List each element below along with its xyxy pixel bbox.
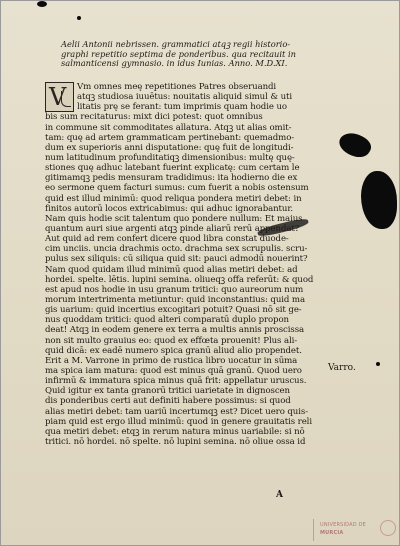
- ink-dot-margin: [376, 362, 380, 366]
- body-text: [45, 82, 316, 447]
- text-line: deat! Atqꝫ in eodem genere ex terra a multis annis proscissa: [45, 325, 305, 336]
- text-line: quid est illud minimū: quod reliqua pondera metiri debet: in: [45, 193, 302, 204]
- text-line: nus quoddam tritici: quod alteri comparatū duplo propon: [45, 315, 289, 326]
- text-line: quid dicā: ex eadē numero spica granū aliud alio propendet.: [45, 345, 302, 356]
- text-line: finitos autorū locos extricabimus: qui adhuc ignorabantur.: [45, 203, 294, 214]
- text-line: morum intertrimenta metiuntur: quid inconstantius: quid ma: [45, 294, 306, 305]
- text-line: alias metiri debet: tam uariū incertumqꝫ est? Dicet uero quis-: [45, 406, 308, 417]
- text-line: Erit a M. Varrone in primo de rustica libro uocatur in sūma: [45, 355, 298, 366]
- text-line: Nam quod quidam illud minimū quod alias metiri debet: ad: [45, 264, 298, 275]
- heading-line: salmanticensi gymnasio. in idus Iunias. Anno. M.D.XI.: [61, 58, 288, 69]
- text-line: hordei. spelte. lētis. lupini semina. oliueqꝫ offa referūt: & quod: [45, 274, 314, 285]
- text-line: piam quid est ergo illud minimū: quod in genere grauitatis reli: [45, 416, 312, 427]
- text-line: stiones quę adhuc latebant fuerint explicatę: cum certam le: [45, 163, 300, 174]
- decorated-initial: [45, 82, 74, 112]
- text-line: Nam quis hodie scit talentum quo pondere nullum: Et maius: [45, 213, 303, 224]
- text-line: in commune sit commoditates allatura. Atqꝫ ut alias omit-: [45, 122, 292, 133]
- seal-icon: [380, 520, 396, 536]
- library-watermark: [313, 519, 397, 541]
- text-line: pulus sex siliquis: cū siliqua quid sit: pauci admodū nouerint?: [45, 254, 308, 265]
- text-line: ma spica iam matura: quod est minus quā granū. Quod uero: [45, 365, 302, 376]
- text-line: dum ex superioris anni disputatione: quę fuit de longitudi-: [45, 142, 294, 153]
- text-line: eo sermone quem facturi sumus: cum fuerit a nobis ostensum: [45, 183, 309, 194]
- heading-line: graphi repetitio septima de ponderibus. qua recitauit in: [61, 48, 296, 59]
- text-line: dis ponderibus certi aut definiti habere possimus: si quod: [45, 396, 291, 407]
- text-line: atqꝫ studiosa iuuētus: nouitatis aliquid simul & uti: [77, 92, 293, 103]
- text-line: cim unciis. uncia drachmis octo. drachma sex scrupulis. scru-: [45, 244, 308, 255]
- watermark-line: UNIVERSIDAD DE: [320, 522, 367, 528]
- text-line: quantum auri siue argenti atqꝫ pinde aliarū rerū appendat?: [45, 223, 300, 234]
- heading-line: Aelii Antonii nebrissen. grammatici atqꝫ regii historio-: [61, 39, 291, 49]
- text-line: gis uarium: quid incertius excogitari potuit? Quasi nō sit ge-: [45, 305, 302, 316]
- signature-mark: A: [276, 490, 283, 500]
- initial-letter: V: [49, 83, 67, 111]
- text-line: gitimamqꝫ pedis mensuram tradidimus: ita hodierno die ex: [45, 173, 298, 184]
- watermark-line: MURCIA: [320, 530, 344, 536]
- ink-blot-edge: [361, 171, 397, 229]
- text-line: Quid igitur ex tanta granorū tritici uarietate in dignoscen: [45, 386, 290, 397]
- text-line: tritici. nō hordei. nō spelte. nō lupini semina. nō oliue ossa id: [45, 436, 306, 447]
- initial-ornament: [61, 91, 71, 107]
- text-line: infirmū & immatura spica minus quā frit: appellatur uruscus.: [45, 376, 307, 387]
- text-line: Vm omnes meę repetitiones Patres obseruandi: [77, 82, 277, 92]
- ink-blot-top: [37, 1, 47, 7]
- text-line: Aut quid ad rem confert dicere quod libra constat duode-: [45, 234, 289, 245]
- text-line: est apud nos hodie in usu granum tritici: quo aureorum num: [45, 284, 304, 295]
- text-line: qua metiri debet: etqꝫ in rerum natura minus uariabile: si nō: [45, 426, 305, 437]
- text-line: litatis prę se ferant: tum imprimis quam hodie uo: [77, 102, 287, 113]
- text-line: tam: quę ad artem grammaticam pertinebant: quemadmo-: [45, 132, 295, 143]
- ink-dot-top: [77, 16, 81, 20]
- document-page: [1, 1, 399, 545]
- text-line: bis sum recitaturus: mixt dici potest: quot omnibus: [45, 112, 263, 123]
- margin-note: Varro.: [328, 363, 356, 373]
- text-line: num latitudinum profunditatiqꝫ dimensionibus: multę quę-: [45, 152, 295, 163]
- ink-blot-right: [336, 128, 375, 162]
- text-line: non sit multo grauius eo: quod ex effœta prouenit! Plus ali-: [45, 335, 298, 346]
- document-heading: [61, 40, 331, 69]
